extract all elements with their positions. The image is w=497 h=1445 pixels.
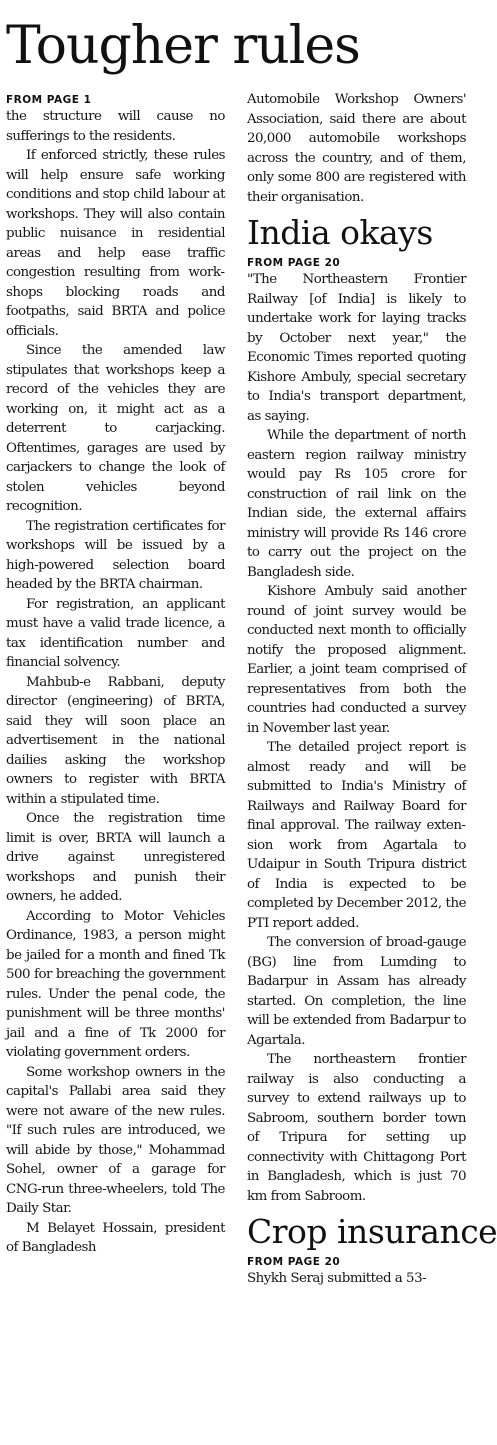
headline-crop-insurance: Crop insurance [247,1212,497,1251]
jump-label-from-page-1: FROM PAGE 1 [6,94,92,106]
article-paragraph: "The Northeastern Frontier Railway [of India] is likely to undertake work for laying tracks by October next year," the Economic Times reported quoting Kishore Ambuly, special secretary to India's transport department, as saying. [247,272,466,424]
article-paragraph: Mahbub-e Rabbani, deputy director (engineering) of BRTA, said they will soon place an advertisement in the national dailies asking the workshop owners to register with BRTA within a stipulated time. [6,674,225,807]
article-paragraph: While the department of north eastern region railway ministry would pay Rs 105 crore for construction of rail link on the Indian side, the external affairs ministry will provide Rs 146 crore to carry out the project on the Bangladesh side. [247,428,466,580]
article-paragraph: According to Motor Vehicles Ordinance, 1983, a person might be jailed for a month and fined Tk 500 for breaching the government rules. Under the penal code, the punishment will be three months' jail and a fine of Tk 2000 for violating government orders. [6,908,225,1060]
headline-tougher-rules: Tougher rules [6,16,360,76]
article-paragraph: For registration, an applicant must have a valid trade licence, a tax identification number and financial solvency. [6,596,225,670]
article-paragraph: the structure will cause no sufferings to the residents. [6,109,225,144]
article-paragraph: The detailed project report is almost ready and will be submitted to India's Ministry of Railways and Railway Board for final approval. The railway extension work from Agartala to Udaipur in South Tripura district of India is expected to be completed by December 2012, the PTI report added. [247,740,466,931]
article-paragraph: M Belayet Hossain, president of Bangladesh [6,1220,225,1255]
headline-india-okays: India okays [247,213,433,252]
article-paragraph: If enforced strictly, these rules will help ensure safe working conditions and stop child labour at workshops. They will also contain public nuisance in residential areas and help ease traffic congestion resulting from workshops blocking roads and footpaths, said BRTA and police officials. [6,148,225,339]
right-column [247,90,497,1289]
article-paragraph: Kishore Ambuly said another round of joint survey would be conducted next month to officially notify the proposed alignment. Earlier, a joint team comprised of representatives from both the countries had conducted a survey in November last year. [247,584,466,736]
jump-label-from-page-20: FROM PAGE 20 [247,257,341,269]
article-paragraph: The conversion of broad-gauge (BG) line from Lumding to Badarpur in Assam has already started. On completion, the line will be extended from Badarpur to Agartala. [247,935,466,1048]
jump-label-from-page-20: FROM PAGE 20 [247,1256,341,1268]
article-paragraph: Shykh Seraj submitted a 53- [247,1271,427,1286]
continued-paragraph: Automobile Workshop Owners' Association, said there are about 20,000 automobile workshops across the country, and of them, only some 800 are registered with their organisation. [247,92,466,205]
left-column [6,92,225,1258]
article-paragraph: Some workshop owners in the capital's Pallabi area said they were not aware of the new rules. "If such rules are introduced, we will abide by those," Mohammad Sohel, owner of a garage for CNG-run three-wheelers, told The Daily Star. [6,1064,225,1216]
article-paragraph: The registration certificates for workshops will be issued by a high-powered selection board headed by the BRTA chairman. [6,518,225,592]
article-paragraph: Once the registration time limit is over, BRTA will launch a drive against unregistered workshops and punish their owners, he added. [6,811,225,904]
article-paragraph: Since the amended law stipulates that workshops keep a record of the vehicles they are working on, it might act as a deterrent to carjacking. Oftentimes, garages are used by carjackers to change the look of stolen vehicles beyond recognition. [6,343,225,514]
article-paragraph: The northeastern frontier railway is also conducting a survey to extend railways up to Sabroom, southern border town of Tripura for setting up connectivity with Chittagong Port in Bangladesh, which is just 70 km from Sabroom. [247,1052,466,1204]
